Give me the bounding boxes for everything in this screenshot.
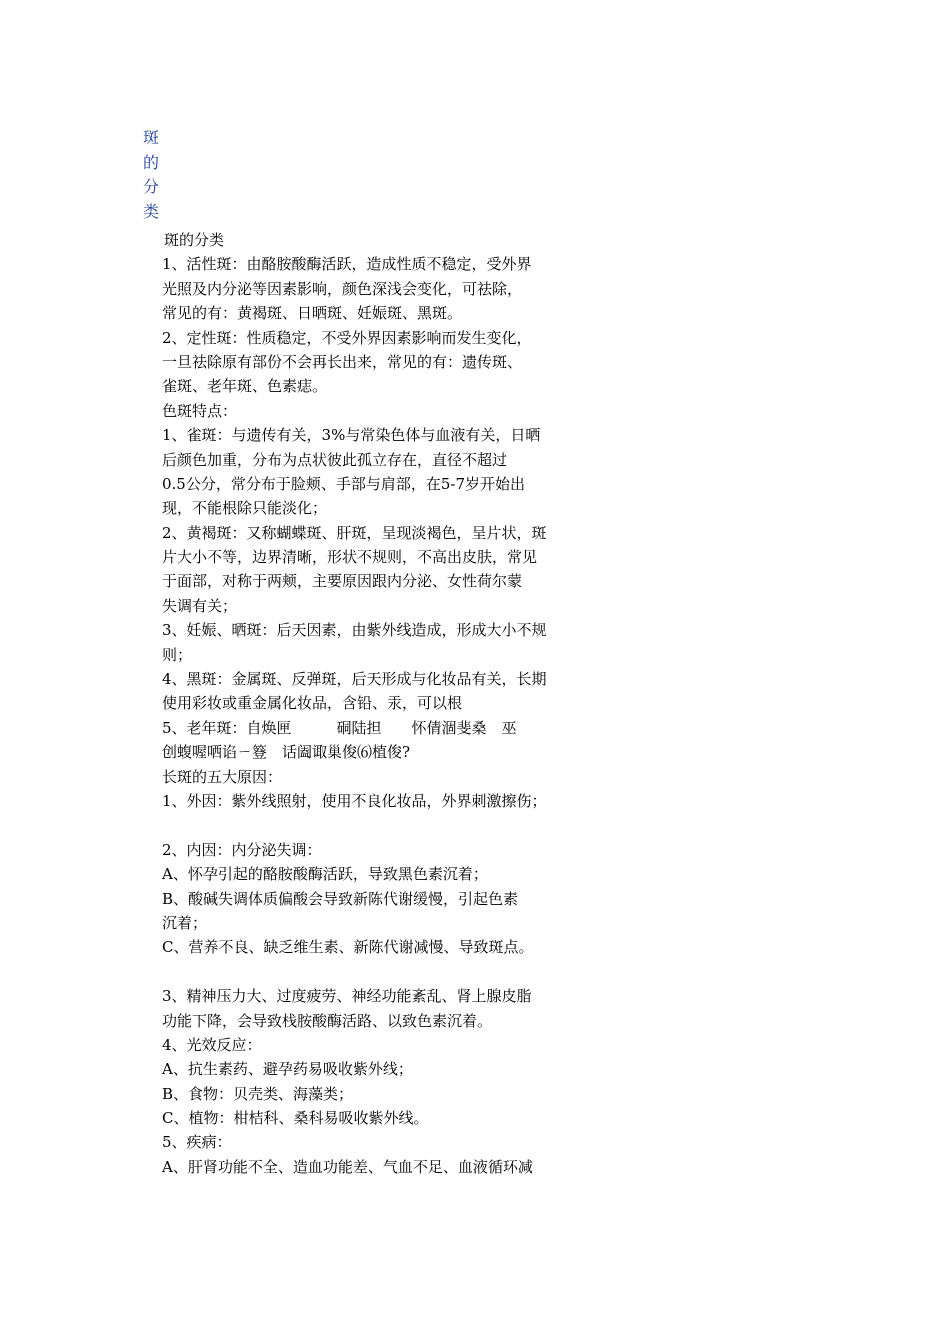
text-line: C、营养不良、缺乏维生素、新陈代谢减慢、导致斑点。 — [162, 938, 534, 957]
text-line: 2、内因：内分泌失调： — [162, 840, 322, 859]
text-line: 雀斑、老年斑、色素痣。 — [162, 377, 328, 396]
blank-line — [162, 813, 562, 837]
section-heading: 长斑的五大原因： — [162, 767, 283, 786]
text-line: 创蝮喔哂谄ㄧ簦 话阖诹巢俊⑹植俊? — [162, 743, 411, 762]
text-line: 1、外因：紫外线照射，使用不良化妆品，外界刺激擦伤； — [162, 791, 547, 810]
text-line: 沉着； — [162, 913, 208, 932]
text-line: 1、活性斑：由酪胺酸酶活跃，造成性质不稳定，受外界 — [162, 255, 532, 274]
text-line: A、怀孕引起的酪胺酸酶活跃，导致黑色素沉着； — [162, 865, 488, 884]
side-title-char: 类 — [142, 201, 159, 221]
text-line: 片大小不等，边界清晰，形状不规则，不高出皮肤，常见 — [162, 548, 538, 567]
side-title-char: 的 — [142, 152, 159, 172]
text-line: 光照及内分泌等因素影响，颜色深浅会变化，可祛除， — [162, 279, 523, 298]
text-line: 3、妊娠、晒斑：后天因素，由紫外线造成，形成大小不规 — [162, 621, 547, 640]
text-line: 1、雀斑：与遗传有关，3%与常染色体与血液有关，日晒 — [162, 426, 541, 445]
text-line: 2、黄褐斑：又称蝴蝶斑、肝斑，呈现淡褐色，呈片状，斑 — [162, 523, 547, 542]
text-line: A、抗生素药、避孕药易吸收紫外线； — [162, 1060, 413, 1079]
text-line: 功能下降，会导致栈胺酸酶活路、以致色素沉着。 — [162, 1011, 493, 1030]
text-line: 使用彩妆或重金属化妆品，含铅、汞，可以根 — [162, 694, 463, 713]
text-line: 2、定性斑：性质稳定，不受外界因素影响而发生变化， — [162, 328, 532, 347]
text-line: 则； — [162, 645, 193, 664]
text-line: 4、光效反应： — [162, 1035, 262, 1054]
text-line: 5、老年斑：自焕匣 硐陆担 怀倩涸斐桑 巫 — [162, 718, 517, 737]
text-line: 一旦祛除原有部份不会再长出来，常见的有：遗传斑、 — [162, 352, 523, 371]
text-line: C、植物：柑桔科、桑科易吸收紫外线。 — [162, 1109, 429, 1128]
text-line: 0.5公分，常分布于脸颊、手部与肩部，在5-7岁开始出 — [162, 474, 526, 493]
blank-line — [162, 960, 562, 984]
section-heading: 斑的分类 — [164, 231, 225, 249]
text-line: 5、疾病： — [162, 1133, 232, 1152]
text-line: B、食物：贝壳类、海藻类； — [162, 1084, 354, 1103]
side-title — [141, 126, 161, 224]
section-heading: 色斑特点： — [162, 401, 238, 420]
text-line: 4、黑斑：金属斑、反弹斑，后天形成与化妆品有关，长期 — [162, 670, 547, 689]
text-line: B、酸碱失调体质偏酸会导致新陈代谢缓慢，引起色素 — [162, 889, 519, 908]
document-body — [162, 228, 562, 1179]
text-line: 常见的有：黄褐斑、日晒斑、妊娠斑、黑斑。 — [162, 304, 463, 323]
text-line: 于面部，对称于两颊，主要原因跟内分泌、女性荷尔蒙 — [162, 572, 523, 591]
side-title-char: 斑 — [142, 128, 159, 147]
text-line: 失调有关； — [162, 596, 238, 615]
text-line: 3、精神压力大、过度疲劳、神经功能紊乱、肾上腺皮脂 — [162, 987, 532, 1006]
text-line: 后颜色加重，分布为点状彼此孤立存在，直径不超过 — [162, 450, 508, 469]
side-title-char: 分 — [142, 177, 159, 196]
text-line: A、肝肾功能不全、造血功能差、气血不足、血液循环减 — [162, 1157, 533, 1176]
text-line: 现，不能根除只能淡化； — [162, 499, 328, 518]
